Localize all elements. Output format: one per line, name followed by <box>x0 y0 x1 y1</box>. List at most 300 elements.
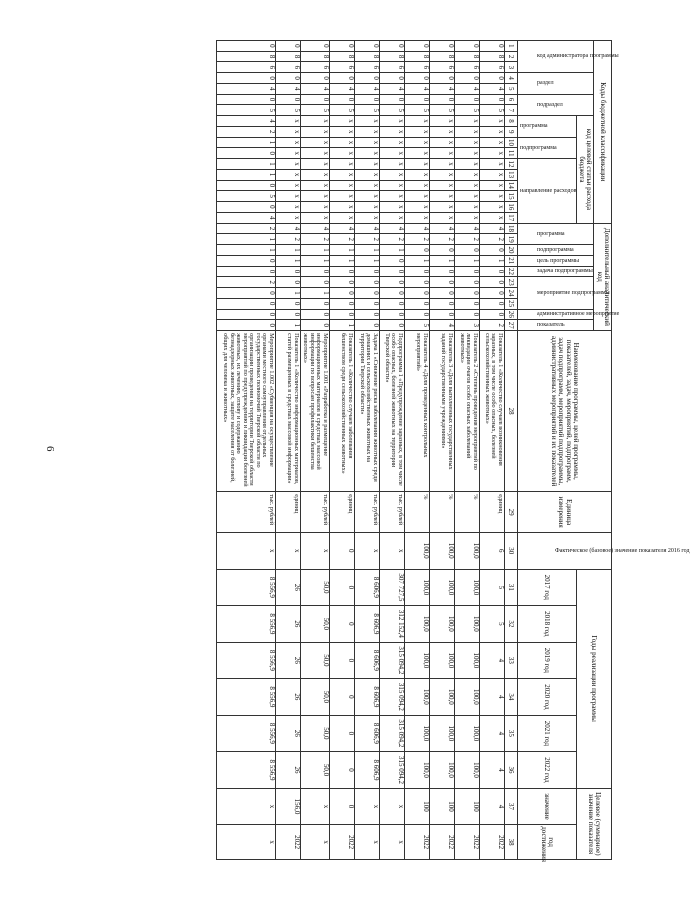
year-value-cell: 8 556,9 <box>216 752 275 789</box>
code-cell: 8 <box>300 51 329 62</box>
unit-cell: тыс. рублей <box>354 492 379 533</box>
row-name-cell: Показатель 4 «Доля проведенных контрольных мероприятий» <box>404 331 429 492</box>
code-cell: 5 <box>404 320 429 331</box>
year-value-cell: 100,0 <box>429 715 454 752</box>
code-cell: 0 <box>275 41 300 52</box>
code-cell: 0 <box>216 288 275 299</box>
code-cell: 0 <box>454 73 479 84</box>
final-value-cell: х <box>379 788 404 825</box>
unit-cell: тыс. рублей <box>379 492 404 533</box>
unit-cell: единиц <box>275 492 300 533</box>
year-value-cell: 100,0 <box>454 642 479 679</box>
row-name-cell: Показатель 2 «Степень проведения мероприятий по ликвидации очагов особо опасных заболеваний животных» <box>454 331 479 492</box>
code-cell: 4 <box>404 223 429 234</box>
code-cell: х <box>479 159 504 170</box>
code-cell: 4 <box>329 223 354 234</box>
unit-cell: % <box>404 492 429 533</box>
column-number: 28 <box>504 331 517 492</box>
code-cell: 0 <box>354 73 379 84</box>
code-cell: 5 <box>404 105 429 116</box>
year-value-cell: 4 <box>479 642 504 679</box>
fact-header: Фактическое (базовое) значение показателя 2016 год <box>517 533 611 570</box>
code-cell: 0 <box>300 41 329 52</box>
code-cell: 4 <box>454 223 479 234</box>
code-cell: 1 <box>300 288 329 299</box>
year-2019-header: 2019 год <box>517 642 576 679</box>
code-cell: 0 <box>300 320 329 331</box>
podprog-header: подпрограмма <box>517 245 594 256</box>
year-value-cell: 8 556,9 <box>216 679 275 716</box>
unit-cell: единиц <box>479 492 504 533</box>
year-value-cell: 26 <box>275 679 300 716</box>
year-value-cell: 4 <box>479 752 504 789</box>
final-value-cell: 4 <box>479 788 504 825</box>
year-value-cell: 5 <box>479 606 504 643</box>
code-cell: х <box>275 202 300 213</box>
code-cell: 0 <box>479 309 504 320</box>
year-value-cell: 0 <box>329 606 354 643</box>
code-cell: 0 <box>429 277 454 288</box>
code-cell: 4 <box>379 223 404 234</box>
column-number: 22 <box>504 266 517 277</box>
code-cell: 4 <box>300 83 329 94</box>
code-cell: 2 <box>379 234 404 245</box>
code-cell: х <box>379 212 404 223</box>
unit-cell: % <box>454 492 479 533</box>
code-cell: х <box>404 126 429 137</box>
year-value-cell: 0 <box>329 752 354 789</box>
code-cell: 5 <box>354 105 379 116</box>
year-value-cell: 4 <box>479 715 504 752</box>
final-year-cell: 2022 <box>479 825 504 860</box>
final-value-cell: 100 <box>404 788 429 825</box>
code-cell: х <box>379 137 404 148</box>
year-value-cell: 100,0 <box>429 752 454 789</box>
code-cell: х <box>479 148 504 159</box>
year-value-cell: 315 094,2 <box>379 715 404 752</box>
unit-cell: тыс. рублей <box>216 492 275 533</box>
code-cell: 0 <box>216 266 275 277</box>
fact-cell: 100,0 <box>404 533 429 570</box>
year-value-cell: 5 <box>479 569 504 606</box>
code-cell: х <box>429 116 454 127</box>
code-cell: 0 <box>429 94 454 105</box>
code-cell: 0 <box>404 245 429 256</box>
code-cell: х <box>429 191 454 202</box>
code-cell: 1 <box>216 137 275 148</box>
year-value-cell: 50,0 <box>300 715 329 752</box>
budget-codes-header: Коды бюджетной классификации <box>594 41 612 224</box>
code-cell: 2 <box>300 234 329 245</box>
code-cell: х <box>379 191 404 202</box>
code-cell: х <box>454 169 479 180</box>
page-number: 6 <box>44 446 56 452</box>
code-cell: 0 <box>454 298 479 309</box>
column-number: 21 <box>504 255 517 266</box>
table-row <box>479 41 504 860</box>
code-cell: 0 <box>479 73 504 84</box>
year-value-cell: 100,0 <box>429 679 454 716</box>
code-cell: х <box>404 202 429 213</box>
code-cell: х <box>275 169 300 180</box>
code-cell: 1 <box>216 234 275 245</box>
code-cell: 4 <box>216 83 275 94</box>
code-cell: 0 <box>479 266 504 277</box>
fact-cell: 6 <box>479 533 504 570</box>
code-cell: х <box>300 116 329 127</box>
code-cell: 2 <box>216 223 275 234</box>
code-cell: 0 <box>216 148 275 159</box>
code-cell: х <box>329 191 354 202</box>
code-cell: х <box>454 202 479 213</box>
code-cell: 4 <box>429 83 454 94</box>
code-cell: 3 <box>454 320 479 331</box>
code-cell: х <box>479 191 504 202</box>
code-cell: х <box>354 180 379 191</box>
code-cell: 2 <box>275 234 300 245</box>
code-cell: 2 <box>216 126 275 137</box>
column-number: 12 <box>504 159 517 170</box>
code-cell: 1 <box>479 255 504 266</box>
fact-cell: х <box>379 533 404 570</box>
code-cell: х <box>379 148 404 159</box>
code-cell: 0 <box>429 309 454 320</box>
column-number: 27 <box>504 320 517 331</box>
year-value-cell: 8 606,9 <box>354 606 379 643</box>
code-cell: 2 <box>479 320 504 331</box>
table-row <box>354 41 379 860</box>
column-number: 2 <box>504 51 517 62</box>
fact-cell: 0 <box>329 533 354 570</box>
column-number: 4 <box>504 73 517 84</box>
code-cell: 2 <box>216 277 275 288</box>
year-value-cell: 0 <box>329 715 354 752</box>
code-cell: х <box>354 212 379 223</box>
code-cell: х <box>329 212 354 223</box>
row-name-cell: Показатель 1 «Количество информационных материалов, статей размещенных в средствах массовой информации» <box>275 331 300 492</box>
code-cell: 8 <box>275 51 300 62</box>
admin-header: код администратора программы <box>517 41 594 73</box>
year-value-cell: 100,0 <box>454 679 479 716</box>
code-cell: х <box>429 159 454 170</box>
code-cell: 0 <box>354 277 379 288</box>
year-value-cell: 26 <box>275 642 300 679</box>
code-cell: х <box>479 212 504 223</box>
code-cell: х <box>404 159 429 170</box>
column-number: 35 <box>504 715 517 752</box>
code-cell: х <box>300 137 329 148</box>
code-cell: 0 <box>275 277 300 288</box>
year-value-cell: 315 094,2 <box>379 642 404 679</box>
table-row <box>404 41 429 860</box>
code-cell: х <box>354 126 379 137</box>
code-cell: 4 <box>329 83 354 94</box>
code-cell: 0 <box>329 288 354 299</box>
code-cell: х <box>329 148 354 159</box>
final-year-header: год достижения <box>517 825 576 860</box>
year-value-cell: 8 556,9 <box>216 642 275 679</box>
code-cell: 4 <box>379 83 404 94</box>
column-number: 25 <box>504 298 517 309</box>
year-value-cell: 8 606,9 <box>354 752 379 789</box>
code-cell: 0 <box>454 41 479 52</box>
code-cell: х <box>275 137 300 148</box>
code-cell: 6 <box>454 62 479 73</box>
table-row <box>216 41 275 860</box>
code-cell: 2 <box>404 234 429 245</box>
code-cell: 2 <box>429 234 454 245</box>
code-cell: х <box>329 159 354 170</box>
code-cell: 5 <box>275 105 300 116</box>
code-cell: 0 <box>379 320 404 331</box>
code-cell: 1 <box>300 255 329 266</box>
column-number: 33 <box>504 642 517 679</box>
table-row <box>429 41 454 860</box>
code-cell: 4 <box>404 83 429 94</box>
code-cell: 0 <box>329 277 354 288</box>
code-cell: 1 <box>329 245 354 256</box>
code-cell: х <box>429 202 454 213</box>
column-number: 10 <box>504 137 517 148</box>
code-cell: 1 <box>429 255 454 266</box>
column-number: 37 <box>504 788 517 825</box>
code-cell: х <box>479 202 504 213</box>
code-cell: 0 <box>216 320 275 331</box>
code-cell: 0 <box>354 298 379 309</box>
code-cell: 0 <box>354 94 379 105</box>
name-header: Наименование программы, целей программы, показателей, задач, мероприятий, подпрограмм, задач подпрограмм, мероприятий подпрограммы, административных мероприятий и их показателей <box>517 331 611 492</box>
final-year-cell: х <box>300 825 329 860</box>
code-cell: х <box>479 137 504 148</box>
row-name-cell: Подпрограмма 1 «Предупреждение заразных, в том числе особо опасных, болезней животных на территории Тверской области» <box>379 331 404 492</box>
year-value-cell: 50,0 <box>300 569 329 606</box>
final-year-cell: 2022 <box>429 825 454 860</box>
code-cell: 0 <box>404 298 429 309</box>
final-value-cell: х <box>354 788 379 825</box>
code-cell: х <box>275 180 300 191</box>
code-cell: 8 <box>329 51 354 62</box>
row-name-cell: Мероприятие 1.001 «Разработка и размещение информационных материалов в средствах массовой информации по вопросам профилактики бешенства животных» <box>300 331 329 492</box>
code-cell: 6 <box>379 62 404 73</box>
code-cell: 0 <box>275 309 300 320</box>
column-number: 11 <box>504 148 517 159</box>
code-cell: 5 <box>379 105 404 116</box>
year-value-cell: 50,0 <box>300 679 329 716</box>
code-cell: 2 <box>354 234 379 245</box>
code-cell: х <box>300 191 329 202</box>
final-value-cell: 156,0 <box>275 788 300 825</box>
code-cell: 0 <box>379 255 404 266</box>
code-cell: х <box>404 191 429 202</box>
code-cell: 4 <box>354 83 379 94</box>
code-cell: 8 <box>454 51 479 62</box>
year-value-cell: 8 606,9 <box>354 679 379 716</box>
row-name-cell: Мероприятие 1.002 «Субвенция на осуществление органами местного самоуправления отдельных государственных полномочий Тверской области по организации проведения на территории Тверской области мероприятий по предупреждению и ликвидации болезней животных, их лечению, отлову и содержанию безнадзорных животных, защите населения от болезней, общих для человека и животных» <box>216 331 275 492</box>
code-cell: 0 <box>404 73 429 84</box>
code-cell: 0 <box>429 266 454 277</box>
code-cell: 0 <box>404 309 429 320</box>
code-cell: 4 <box>216 116 275 127</box>
code-cell: 0 <box>216 94 275 105</box>
final-value-cell: 0 <box>329 788 354 825</box>
program-indicators-table <box>216 40 690 862</box>
year-value-cell: 4 <box>479 679 504 716</box>
code-cell: 1 <box>329 255 354 266</box>
code-cell: 4 <box>454 83 479 94</box>
fact-cell: х <box>300 533 329 570</box>
code-cell: 0 <box>404 288 429 299</box>
code-cell: х <box>454 126 479 137</box>
code-cell: 0 <box>216 41 275 52</box>
code-cell: 5 <box>216 191 275 202</box>
code-cell: 0 <box>479 41 504 52</box>
column-number: 23 <box>504 277 517 288</box>
code-cell: х <box>354 137 379 148</box>
table-row <box>300 41 329 860</box>
code-cell: 0 <box>354 309 379 320</box>
column-number: 5 <box>504 83 517 94</box>
final-value-cell: 100 <box>454 788 479 825</box>
code-cell: х <box>275 191 300 202</box>
code-cell: х <box>404 148 429 159</box>
kcsr-podprog-header: подпрограмма <box>517 137 576 158</box>
code-cell: 6 <box>354 62 379 73</box>
code-cell: х <box>429 180 454 191</box>
final-year-cell: 2022 <box>329 825 354 860</box>
fact-cell: 100,0 <box>429 533 454 570</box>
code-cell: х <box>275 126 300 137</box>
code-cell: 1 <box>354 255 379 266</box>
code-cell: 0 <box>216 202 275 213</box>
code-cell: 2 <box>479 234 504 245</box>
code-cell: х <box>454 191 479 202</box>
code-cell: 4 <box>479 223 504 234</box>
year-2021-header: 2021 год <box>517 715 576 752</box>
code-cell: 0 <box>300 266 329 277</box>
code-cell: х <box>354 202 379 213</box>
column-number: 3 <box>504 62 517 73</box>
year-value-cell: 26 <box>275 715 300 752</box>
zadacha-header: задача подпрограммы <box>517 266 594 277</box>
final-year-cell: 2022 <box>404 825 429 860</box>
year-value-cell: 100,0 <box>404 642 429 679</box>
code-cell: 0 <box>429 41 454 52</box>
code-cell: х <box>454 116 479 127</box>
code-cell: 0 <box>300 298 329 309</box>
code-cell: х <box>404 212 429 223</box>
code-cell: 1 <box>300 245 329 256</box>
code-cell: 1 <box>216 169 275 180</box>
code-cell: 4 <box>479 83 504 94</box>
code-cell: 0 <box>300 309 329 320</box>
code-cell: х <box>275 212 300 223</box>
year-value-cell: 8 606,9 <box>354 569 379 606</box>
final-year-cell: 2022 <box>454 825 479 860</box>
code-cell: 6 <box>404 62 429 73</box>
code-cell: 0 <box>479 245 504 256</box>
code-cell: 0 <box>329 298 354 309</box>
year-value-cell: 100,0 <box>404 569 429 606</box>
code-cell: 1 <box>216 245 275 256</box>
year-value-cell: 100,0 <box>404 752 429 789</box>
column-numbers-row <box>504 41 517 860</box>
code-cell: 4 <box>216 212 275 223</box>
table-body <box>216 41 504 860</box>
code-cell: х <box>454 212 479 223</box>
year-value-cell: 100,0 <box>404 715 429 752</box>
code-cell: х <box>429 126 454 137</box>
year-value-cell: 0 <box>329 569 354 606</box>
final-value-header: значение <box>517 788 576 825</box>
year-value-cell: 100,0 <box>429 569 454 606</box>
code-cell: 0 <box>429 245 454 256</box>
column-number: 31 <box>504 569 517 606</box>
podrazdel-header: подраздел <box>517 94 594 115</box>
final-year-cell: х <box>216 825 275 860</box>
rotated-table-page <box>92 40 690 862</box>
row-name-cell: Показатель 1 «Количество случаев заболевания бешенством среди сельскохозяйственных животных» <box>329 331 354 492</box>
column-number: 32 <box>504 606 517 643</box>
code-cell: 0 <box>454 309 479 320</box>
code-cell: 0 <box>275 266 300 277</box>
code-cell: х <box>329 202 354 213</box>
fact-cell: х <box>275 533 300 570</box>
year-value-cell: 50,0 <box>300 752 329 789</box>
year-value-cell: 100,0 <box>404 679 429 716</box>
table-row <box>329 41 354 860</box>
final-year-cell: 2022 <box>275 825 300 860</box>
year-2017-header: 2017 год <box>517 569 576 606</box>
code-cell: 0 <box>379 309 404 320</box>
code-cell: 0 <box>354 288 379 299</box>
code-cell: 4 <box>300 223 329 234</box>
code-cell: 0 <box>429 288 454 299</box>
code-cell: 0 <box>479 288 504 299</box>
year-value-cell: 100,0 <box>404 606 429 643</box>
code-cell: 8 <box>479 51 504 62</box>
column-number: 17 <box>504 212 517 223</box>
year-value-cell: 100,0 <box>454 715 479 752</box>
year-value-cell: 100,0 <box>429 606 454 643</box>
code-cell: 1 <box>216 159 275 170</box>
code-cell: 1 <box>379 245 404 256</box>
code-cell: 0 <box>329 266 354 277</box>
year-value-cell: 26 <box>275 569 300 606</box>
code-cell: 1 <box>454 255 479 266</box>
code-cell: 0 <box>379 277 404 288</box>
code-cell: 4 <box>275 83 300 94</box>
code-cell: 4 <box>275 223 300 234</box>
code-cell: 5 <box>216 105 275 116</box>
year-value-cell: 8 556,9 <box>216 606 275 643</box>
code-cell: 0 <box>379 266 404 277</box>
code-cell: х <box>329 137 354 148</box>
code-cell: 0 <box>479 277 504 288</box>
fact-cell: х <box>216 533 275 570</box>
column-number: 8 <box>504 116 517 127</box>
code-cell: 0 <box>354 266 379 277</box>
column-number: 15 <box>504 191 517 202</box>
year-value-cell: 50,0 <box>300 642 329 679</box>
code-cell: х <box>379 116 404 127</box>
final-header: Целевое (суммарное) значение показателя <box>576 788 611 859</box>
final-value-cell: х <box>300 788 329 825</box>
year-value-cell: 0 <box>329 679 354 716</box>
code-cell: х <box>300 159 329 170</box>
code-cell: 0 <box>300 73 329 84</box>
code-cell: х <box>404 116 429 127</box>
code-cell: 6 <box>479 62 504 73</box>
